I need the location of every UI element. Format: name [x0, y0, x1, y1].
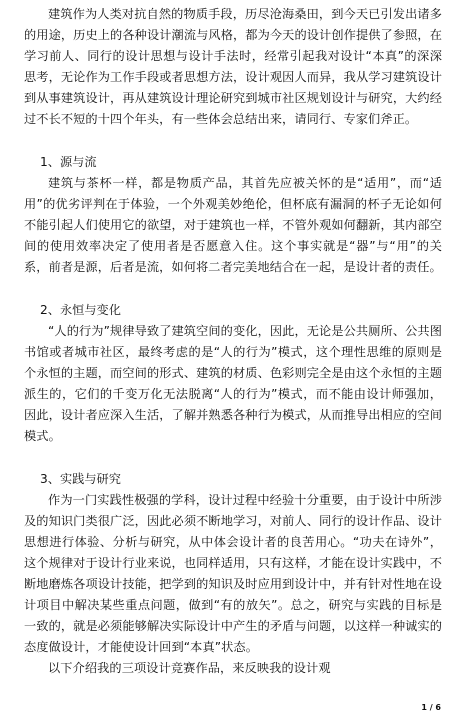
page-number: 1 / 6 [421, 703, 441, 712]
section-body-1: 建筑与茶杯一样，都是物质产品，其首先应被关怀的是“适用”，而“适用”的优劣评判在于体验，一个外观美妙绝伦，但杯底有漏洞的杯子无论如何不能引起人们使用它的欲望，对于建筑也一样，不管外观如何翻新，其内部空间的使用效率决定了使用者是否愿意入住。这个事实就是“器”与“用”的关系，前者是源，后者是流，如何将二者完美地结合在一起，是设计者的责任。 [24, 176, 442, 274]
section-heading-1: 1、源与流 [40, 155, 97, 169]
section-body-3: 作为一门实践性极强的学科，设计过程中经验十分重要，由于设计中所涉及的知识门类很广泛，因此必须不断地学习，对前人、同行的设计作品、设计思想进行体验、分析与研究，从中体会设计者的良苦用心。“功夫在诗外”，这个规律对于设计行业来说，也同样适用，只有这样，才能在设计实践中，不断地磨炼各项设计技能，把学到的知识及时应用到设计中，并有针对性地在设计项目中解决某些重点问题，做到“有的放矢”。总之，研究与实践的目标是一致的，就是必须能够解决实际设计中产生的矛盾与问题，以这样一种诚实的态度做设计，才能使设计回到“本真”状态。 [24, 493, 442, 654]
section-body-2: “人的行为”规律导致了建筑空间的变化，因此，无论是公共厕所、公共图书馆或者城市社区，最终考虑的是“人的行为”模式，这个理性思维的原则是个永恒的主题，而空间的形式、建筑的材质、色彩则完全是由这个永恒的主题派生的，它们的千变万化无法脱离“人的行为”模式，而不能由设计师强加，因此，设计者应深入生活，了解并熟悉各种行为模式，从而推导出相应的空间模式。 [24, 324, 442, 443]
section-heading-2: 2、永恒与变化 [40, 303, 121, 317]
intro-paragraph: 建筑作为人类对抗自然的物质手段，历尽沧海桑田，到今天已引发出诸多的用途，历史上的各种设计潮流与风格，都为今天的设计创作提供了参照，在学习前人、同行的设计思想与设计手法时，经常引起我对设计“本真”的深深思考，无论作为工作手段或者思想方法，设计观因人而异，我从学习建筑设计到从事建筑设计，再从建筑设计理论研究到城市社区规划设计与研究，大约经过不长不短的十四个年头，有一些体会总结出来，请同行、专家们斧正。 [24, 7, 442, 126]
closing-paragraph: 以下介绍我的三项设计竞赛作品，来反映我的设计观 [48, 661, 331, 675]
spacer [24, 447, 442, 469]
section-heading-3: 3、实践与研究 [40, 472, 121, 486]
spacer [24, 278, 442, 300]
document-body [24, 4, 442, 679]
spacer [24, 130, 442, 152]
